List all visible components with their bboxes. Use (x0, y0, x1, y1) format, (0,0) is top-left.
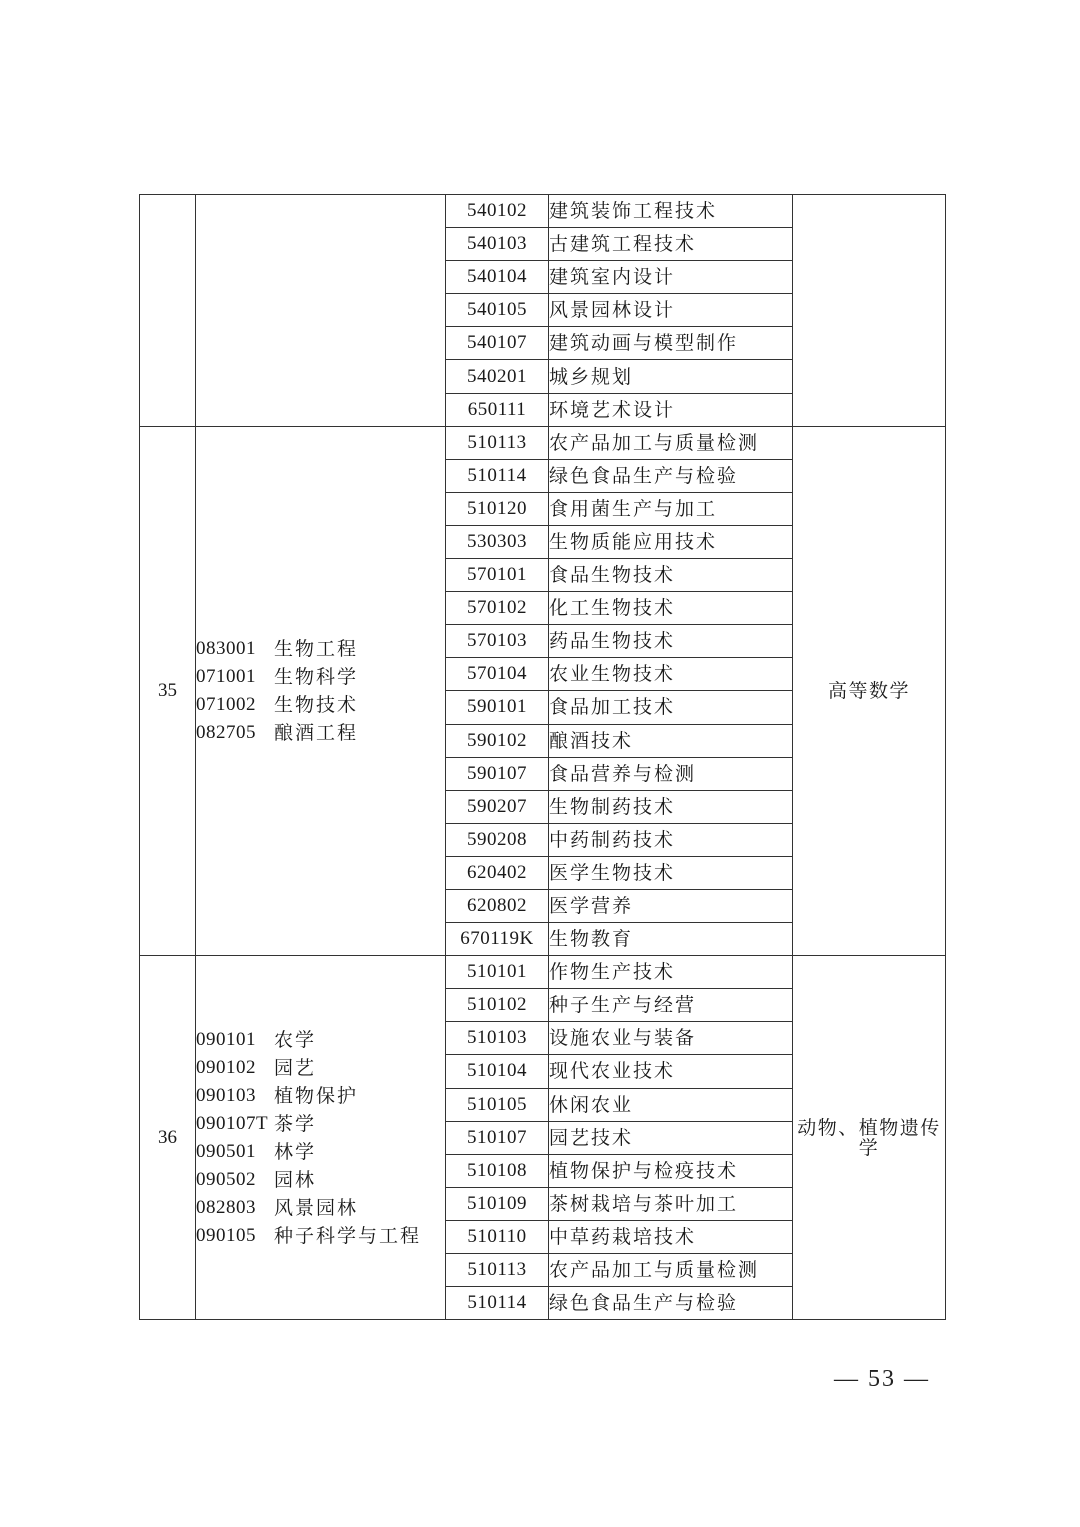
vocational-major-name: 生物制药技术 (549, 790, 793, 823)
vocational-major-code: 570101 (446, 559, 549, 592)
undergrad-major-name: 酿酒工程 (274, 721, 359, 744)
vocational-major-name: 园艺技术 (549, 1121, 793, 1154)
undergrad-major-code: 090105 (196, 1224, 256, 1246)
undergrad-major-item (196, 1082, 445, 1110)
vocational-major-code: 590107 (446, 757, 549, 790)
undergrad-majors (196, 426, 446, 956)
vocational-major-code: 510113 (446, 1254, 549, 1287)
vocational-major-name: 农产品加工与质量检测 (549, 426, 793, 459)
undergrad-major-name: 风景园林 (274, 1196, 359, 1219)
major-mapping-table (139, 194, 946, 1320)
vocational-major-name: 茶树栽培与茶叶加工 (549, 1187, 793, 1220)
undergrad-major-name: 园林 (274, 1168, 317, 1191)
vocational-major-code: 510107 (446, 1121, 549, 1154)
undergrad-major-item (196, 1054, 445, 1082)
page-number: — 53 — (834, 1366, 930, 1392)
undergrad-major-name: 生物技术 (274, 693, 359, 716)
vocational-major-code: 540102 (446, 195, 549, 228)
exam-subject: 动物、植物遗传学 (793, 956, 946, 1320)
vocational-major-code: 540107 (446, 327, 549, 360)
undergrad-major-code: 083001 (196, 637, 256, 659)
undergrad-major-name: 生物科学 (274, 665, 359, 688)
vocational-major-name: 食用菌生产与加工 (549, 492, 793, 525)
undergrad-major-name: 茶学 (274, 1112, 317, 1135)
vocational-major-name: 建筑室内设计 (549, 261, 793, 294)
undergrad-major-name: 园艺 (274, 1056, 317, 1079)
vocational-major-name: 绿色食品生产与检验 (549, 1287, 793, 1320)
undergrad-major-item (196, 691, 445, 719)
undergrad-major-code: 090501 (196, 1140, 256, 1162)
vocational-major-code: 510108 (446, 1154, 549, 1187)
vocational-major-name: 食品生物技术 (549, 559, 793, 592)
undergrad-majors (196, 195, 446, 427)
vocational-major-name: 医学营养 (549, 889, 793, 922)
vocational-major-code: 540103 (446, 228, 549, 261)
vocational-major-name: 设施农业与装备 (549, 1022, 793, 1055)
vocational-major-name: 食品营养与检测 (549, 757, 793, 790)
undergrad-major-item (196, 1194, 445, 1222)
undergrad-major-name: 植物保护 (274, 1084, 359, 1107)
vocational-major-name: 生物教育 (549, 923, 793, 956)
vocational-major-name: 休闲农业 (549, 1088, 793, 1121)
vocational-major-name: 酿酒技术 (549, 724, 793, 757)
table-body (140, 195, 946, 1320)
undergrad-major-item (196, 635, 445, 663)
vocational-major-name: 建筑装饰工程技术 (549, 195, 793, 228)
vocational-major-name: 古建筑工程技术 (549, 228, 793, 261)
group-number (140, 195, 196, 427)
vocational-major-name: 农业生物技术 (549, 658, 793, 691)
vocational-major-code: 540201 (446, 360, 549, 393)
vocational-major-code: 590101 (446, 691, 549, 724)
undergrad-major-item (196, 1138, 445, 1166)
vocational-major-name: 风景园林设计 (549, 294, 793, 327)
undergrad-major-code: 082803 (196, 1196, 256, 1218)
group-number: 35 (140, 426, 196, 956)
vocational-major-name: 绿色食品生产与检验 (549, 459, 793, 492)
vocational-major-code: 510114 (446, 459, 549, 492)
undergrad-major-item (196, 663, 445, 691)
undergrad-major-item (196, 1166, 445, 1194)
vocational-major-name: 环境艺术设计 (549, 393, 793, 426)
undergrad-major-code: 090107T (196, 1112, 269, 1134)
vocational-major-code: 620402 (446, 856, 549, 889)
undergrad-major-code: 071001 (196, 665, 256, 687)
undergrad-major-code: 090502 (196, 1168, 256, 1190)
vocational-major-name: 建筑动画与模型制作 (549, 327, 793, 360)
undergrad-major-name: 林学 (274, 1140, 317, 1163)
vocational-major-code: 540104 (446, 261, 549, 294)
undergrad-major-code: 071002 (196, 693, 256, 715)
vocational-major-name: 现代农业技术 (549, 1055, 793, 1088)
vocational-major-code: 510101 (446, 956, 549, 989)
vocational-major-code: 620802 (446, 889, 549, 922)
exam-subject (793, 195, 946, 427)
vocational-major-code: 510109 (446, 1187, 549, 1220)
vocational-major-code: 540105 (446, 294, 549, 327)
undergrad-major-name: 生物工程 (274, 637, 359, 660)
vocational-major-code: 570103 (446, 625, 549, 658)
table-row (140, 956, 946, 989)
vocational-major-code: 510102 (446, 989, 549, 1022)
vocational-major-code: 510103 (446, 1022, 549, 1055)
vocational-major-code: 670119K (446, 923, 549, 956)
vocational-major-name: 药品生物技术 (549, 625, 793, 658)
undergrad-major-name: 种子科学与工程 (274, 1224, 422, 1247)
vocational-major-name: 中药制药技术 (549, 823, 793, 856)
vocational-major-code: 510110 (446, 1220, 549, 1253)
vocational-major-name: 化工生物技术 (549, 592, 793, 625)
undergrad-major-code: 090103 (196, 1084, 256, 1106)
undergrad-major-code: 082705 (196, 721, 256, 743)
undergrad-major-item (196, 1110, 445, 1138)
vocational-major-name: 医学生物技术 (549, 856, 793, 889)
vocational-major-code: 570104 (446, 658, 549, 691)
undergrad-major-item (196, 719, 445, 747)
vocational-major-code: 590102 (446, 724, 549, 757)
vocational-major-name: 植物保护与检疫技术 (549, 1154, 793, 1187)
vocational-major-code: 510113 (446, 426, 549, 459)
vocational-major-code: 510114 (446, 1287, 549, 1320)
undergrad-major-code: 090102 (196, 1056, 256, 1078)
vocational-major-name: 食品加工技术 (549, 691, 793, 724)
vocational-major-code: 510105 (446, 1088, 549, 1121)
vocational-major-name: 种子生产与经营 (549, 989, 793, 1022)
vocational-major-code: 570102 (446, 592, 549, 625)
vocational-major-name: 农产品加工与质量检测 (549, 1254, 793, 1287)
group-number: 36 (140, 956, 196, 1320)
exam-subject: 高等数学 (793, 426, 946, 956)
vocational-major-code: 650111 (446, 393, 549, 426)
vocational-major-name: 中草药栽培技术 (549, 1220, 793, 1253)
vocational-major-name: 生物质能应用技术 (549, 525, 793, 558)
vocational-major-code: 590207 (446, 790, 549, 823)
vocational-major-name: 城乡规划 (549, 360, 793, 393)
vocational-major-code: 590208 (446, 823, 549, 856)
vocational-major-name: 作物生产技术 (549, 956, 793, 989)
table-row (140, 195, 946, 228)
undergrad-majors (196, 956, 446, 1320)
vocational-major-code: 510120 (446, 492, 549, 525)
vocational-major-code: 530303 (446, 525, 549, 558)
vocational-major-code: 510104 (446, 1055, 549, 1088)
undergrad-major-item (196, 1222, 445, 1250)
table-row (140, 426, 946, 459)
undergrad-major-item (196, 1026, 445, 1054)
undergrad-major-name: 农学 (274, 1028, 317, 1051)
undergrad-major-code: 090101 (196, 1028, 256, 1050)
